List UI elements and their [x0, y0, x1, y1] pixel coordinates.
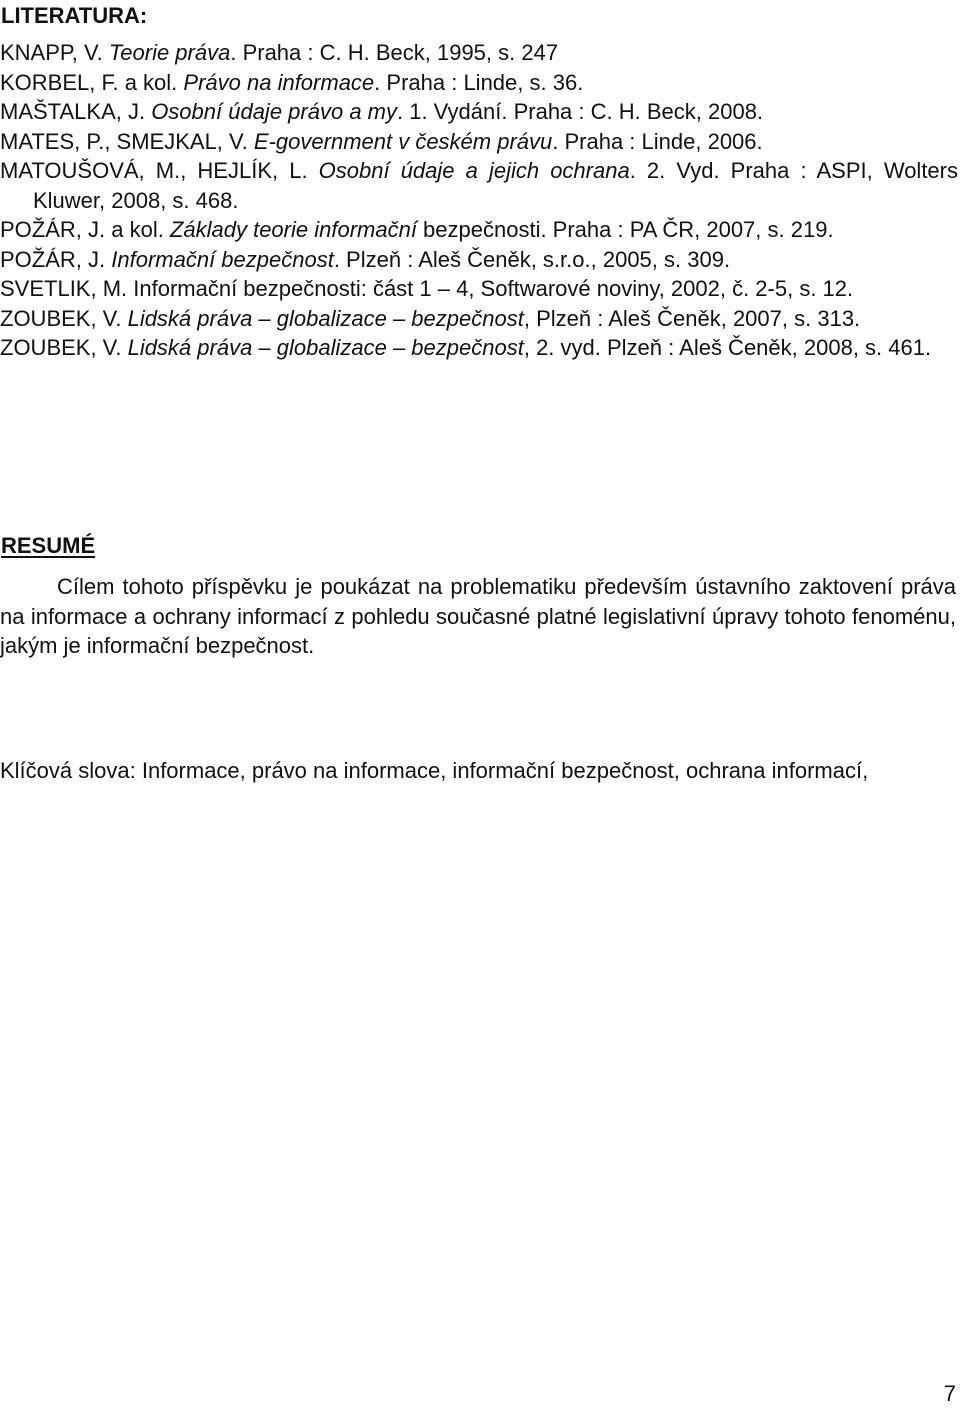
reference-list	[0, 38, 958, 363]
page-number: 7	[943, 1381, 956, 1406]
resume-paragraph: Cílem tohoto příspěvku je poukázat na problematiku především ústavního zaktovení práva na informace a ochrany informací z pohledu současné platné legislativní úpravy tohoto fenoménu, jakým je informační bezpečnost.	[0, 574, 956, 658]
reference-item: KNAPP, V. Teorie práva. Praha : C. H. Beck, 1995, s. 247	[0, 40, 559, 65]
reference-item: ZOUBEK, V. Lidská práva – globalizace – bezpečnost, Plzeň : Aleš Čeněk, 2007, s. 313.	[0, 305, 861, 331]
reference-item: POŽÁR, J. a kol. Základy teorie informační bezpečnosti. Praha : PA ČR, 2007, s. 219.	[0, 217, 834, 242]
reference-item: KORBEL, F. a kol. Právo na informace. Praha : Linde, s. 36.	[0, 69, 584, 95]
resume-heading: RESUMÉ	[1, 533, 96, 558]
reference-item: MATOUŠOVÁ, M., HEJLÍK, L. Osobní údaje a jejich ochrana. 2. Vyd. Praha : ASPI, Wolters Kluwer, 2008, s. 468.	[0, 158, 958, 213]
keywords-paragraph: Klíčová slova: Informace, právo na informace, informační bezpečnost, ochrana informací,	[0, 758, 869, 783]
reference-item: MATES, P., SMEJKAL, V. E-government v českém právu. Praha : Linde, 2006.	[0, 128, 763, 154]
literature-heading: LITERATURA:	[1, 3, 148, 28]
reference-item: POŽÁR, J. Informační bezpečnost. Plzeň : Aleš Čeněk, s.r.o., 2005, s. 309.	[0, 246, 731, 272]
reference-item: MAŠTALKA, J. Osobní údaje právo a my. 1. Vydání. Praha : C. H. Beck, 2008.	[0, 99, 764, 124]
reference-item: ZOUBEK, V. Lidská práva – globalizace – bezpečnost, 2. vyd. Plzeň : Aleš Čeněk, 2008, s. 461.	[0, 335, 932, 360]
reference-item: SVETLIK, M. Informační bezpečnosti: část 1 – 4, Softwarové noviny, 2002, č. 2-5, s. 12.	[0, 276, 854, 301]
